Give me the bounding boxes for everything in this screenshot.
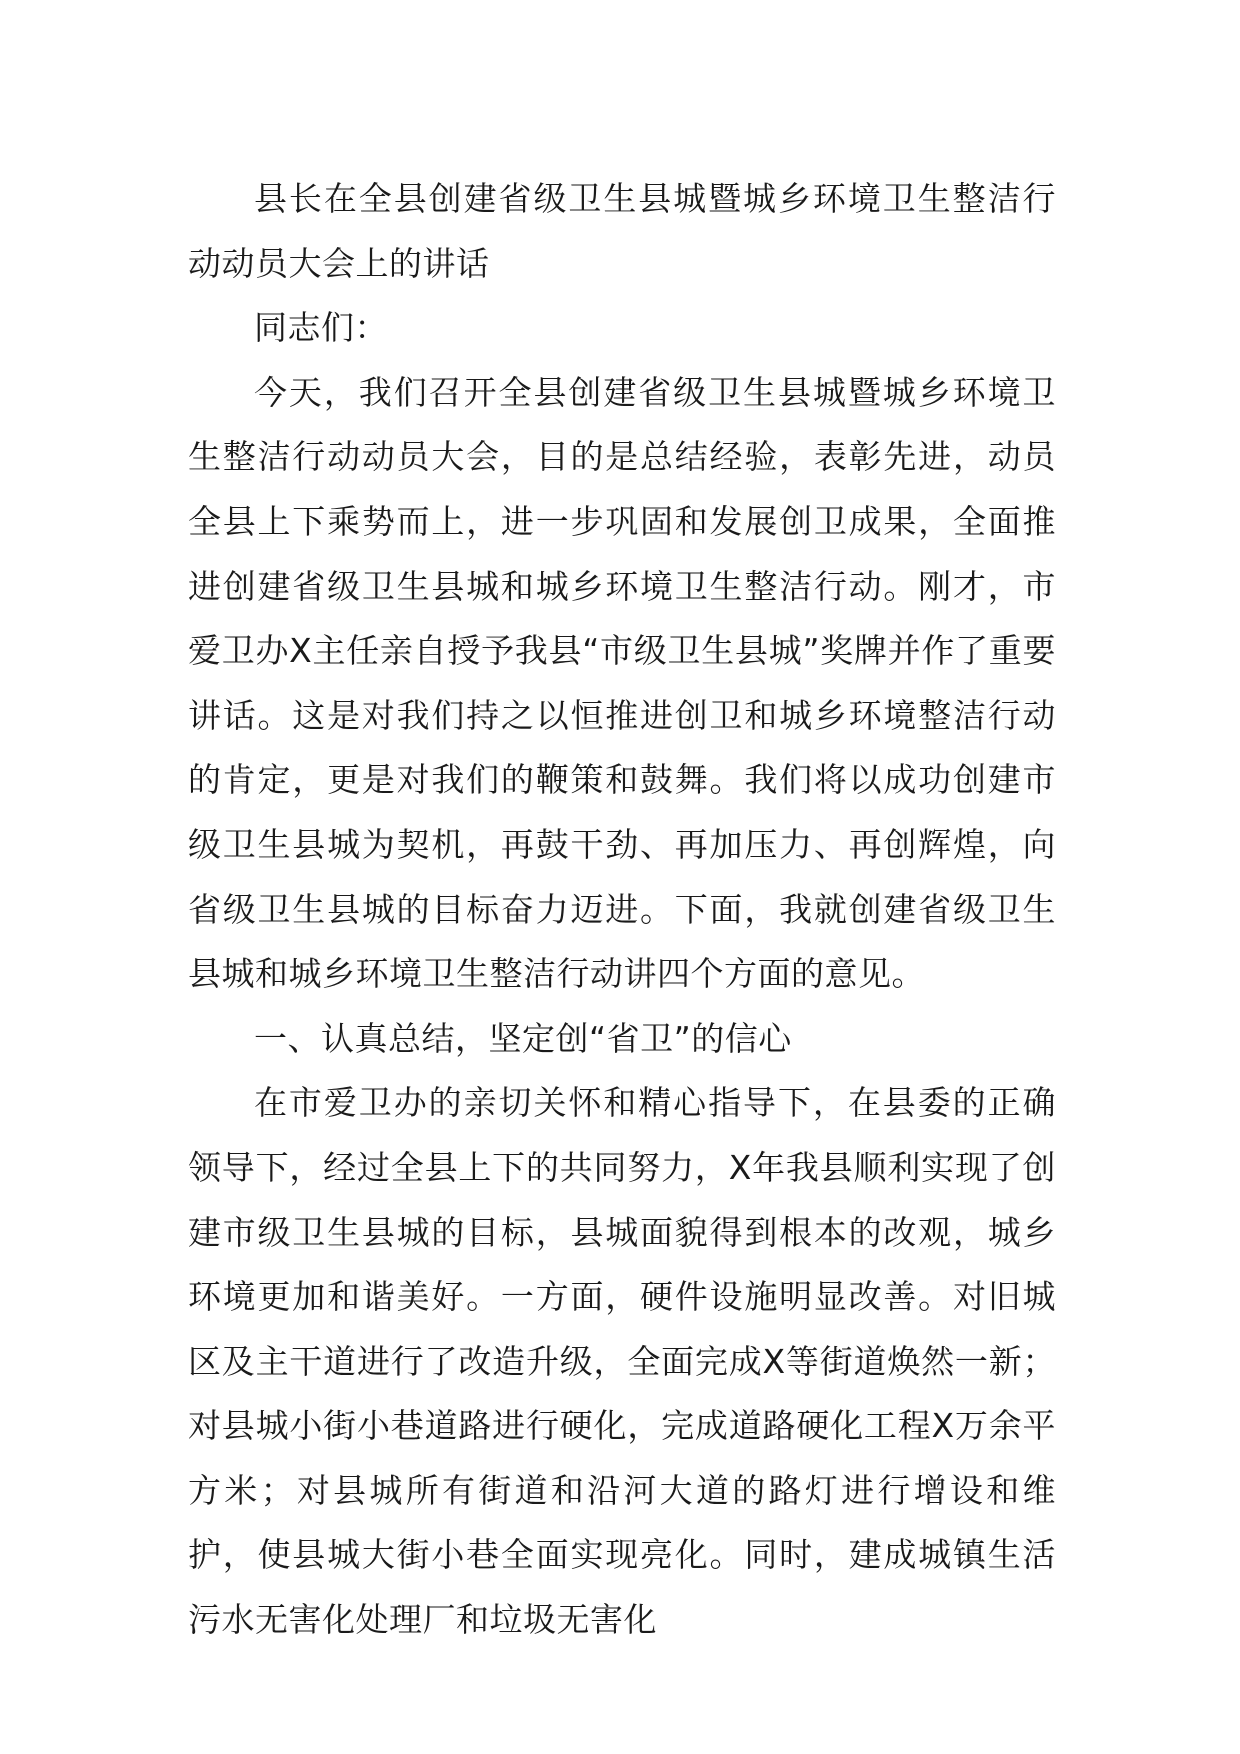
- salutation: 同志们：: [254, 308, 388, 348]
- document-title: 县长在全县创建省级卫生县城暨城乡环境卫生整洁行动动员大会上的讲话: [188, 179, 1056, 283]
- paragraph-opening: 今天，我们召开全县创建省级卫生县城暨城乡环境卫生整洁行动动员大会，目的是总结经验，表彰先进，动员全县上下乘势而上，进一步巩固和发展创卫成果，全面推进创建省级卫生县城和城乡环境卫生整洁行动。刚才，市爱卫办X主任亲自授予我县“市级卫生县城”奖牌并作了重要讲话。这是对我们持之以恒推进创卫和城乡环境整洁行动的肯定，更是对我们的鞭策和鼓舞。我们将以成功创建市级卫生县城为契机，再鼓干劲、再加压力、再创辉煌，向省级卫生县城的目标奋力迈进。下面，我就创建省级卫生县城和城乡环境卫生整洁行动讲四个方面的意见。: [188, 372, 1056, 994]
- paragraph-section-1: 在市爱卫办的亲切关怀和精心指导下，在县委的正确领导下，经过全县上下的共同努力，X年我县顺利实现了创建市级卫生县城的目标，县城面貌得到根本的改观，城乡环境更加和谐美好。一方面，硬件设施明显改善。对旧城区及主干道进行了改造升级，全面完成X等街道焕然一新；对县城小街小巷道路进行硬化，完成道路硬化工程X万余平方米；对县城所有街道和沿河大道的路灯进行增设和维护，使县城大街小巷全面实现亮化。同时，建成城镇生活污水无害化处理厂和垃圾无害化: [188, 1083, 1056, 1640]
- document-body: [188, 167, 1056, 1653]
- section-heading-1: 一、认真总结，坚定创“省卫”的信心: [254, 1018, 792, 1058]
